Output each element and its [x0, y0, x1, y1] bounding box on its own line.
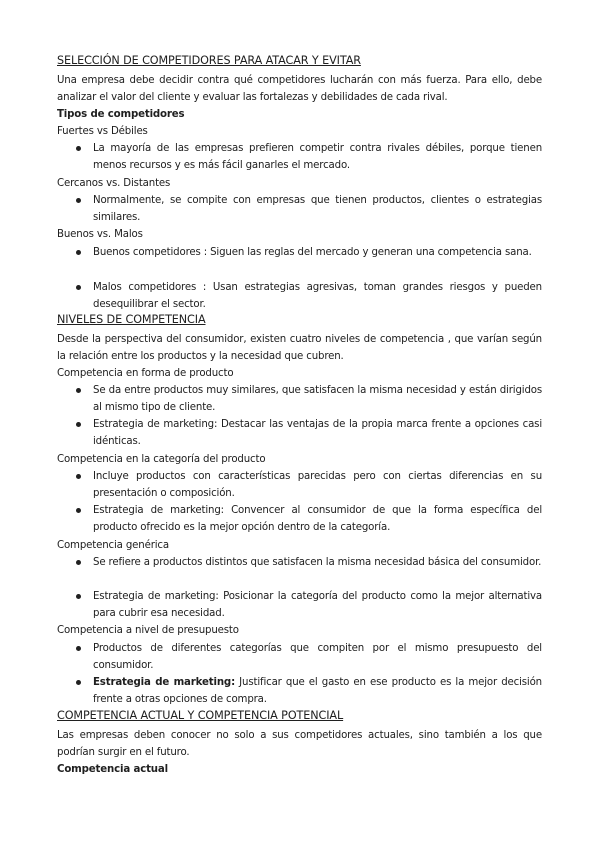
list-item [76, 588, 542, 622]
section-title-seleccion: SELECCIÓN DE COMPETIDORES PARA ATACAR Y EVITAR [57, 54, 361, 67]
level-label-generica: Competencia genérica [57, 540, 169, 551]
list-item-text [93, 674, 542, 708]
lead-rest: Justificar que el gasto en ese producto es la mejor decisión frente a otras opciones de compra. [93, 677, 542, 705]
list-item-text: Buenos competidores : Siguen las reglas del mercado y generan una competencia sana. [93, 247, 532, 258]
list-item-text: Se refiere a productos distintos que satisfacen la misma necesidad básica del consumidor. [93, 557, 542, 568]
level-label-categoria: Competencia en la categoría del producto [57, 454, 266, 465]
section-title-actual-potencial: COMPETENCIA ACTUAL Y COMPETENCIA POTENCIAL [57, 709, 344, 722]
bullet-icon [76, 146, 81, 151]
list-item [76, 640, 542, 674]
section-intro-seleccion: Una empresa debe decidir contra qué competidores lucharán con más fuerza. Para ello, debe analizar el valor del cliente y evaluar las fortalezas y debilidades de cada rival. [57, 75, 542, 103]
bullet-icon [76, 388, 81, 393]
group-label-buenos-malos: Buenos vs. Malos [57, 229, 143, 240]
bullet-icon [76, 508, 81, 513]
level-label-forma-producto: Competencia en forma de producto [57, 368, 234, 379]
bullet-icon [76, 594, 81, 599]
list-item-text: Incluye productos con características parecidas pero con ciertas diferencias en su presentación o composición. [93, 471, 542, 499]
list-item [76, 416, 542, 450]
list-item-text: Productos de diferentes categorías que compiten por el mismo presupuesto del consumidor. [93, 643, 542, 671]
list-item [76, 279, 542, 313]
section-intro-niveles: Desde la perspectiva del consumidor, existen cuatro niveles de competencia , que varían según la relación entre los productos y la necesidad que cubren. [57, 334, 542, 362]
section-intro-actual-potencial: Las empresas deben conocer no solo a sus competidores actuales, sino también a los que podrían surgir en el futuro. [57, 730, 542, 758]
group-label-cercanos-distantes: Cercanos vs. Distantes [57, 178, 171, 189]
list-item [76, 244, 542, 261]
list-item [76, 192, 542, 226]
list-item-text: Estrategia de marketing: Posicionar la categoría del producto como la mejor alternativa para cubrir esa necesidad. [93, 591, 542, 619]
list-item-text: Se da entre productos muy similares, que satisfacen la misma necesidad y están dirigidos al mismo tipo de cliente. [93, 385, 542, 413]
section-title-niveles: NIVELES DE COMPETENCIA [57, 313, 206, 326]
subtitle-tipos-competidores: Tipos de competidores [57, 109, 185, 120]
list-item [76, 674, 542, 708]
list-item-text: Malos competidores : Usan estrategias agresivas, toman grandes riesgos y pueden desequilibrar el sector. [93, 282, 542, 310]
list-item [76, 502, 542, 536]
bold-lead: Estrategia de marketing: [93, 677, 235, 688]
list-item-text: Estrategia de marketing: Destacar las ventajas de la propia marca frente a opciones casi idénticas. [93, 419, 542, 447]
list-item-text: Normalmente, se compite con empresas que tienen productos, clientes o estrategias similares. [93, 195, 542, 223]
bullet-icon [76, 680, 81, 685]
subtitle-competencia-actual: Competencia actual [57, 764, 168, 775]
level-label-presupuesto: Competencia a nivel de presupuesto [57, 625, 239, 636]
list-item-text: Estrategia de marketing: Convencer al consumidor de que la forma específica del producto ofrecido es la mejor opción dentro de la categoría. [93, 505, 542, 533]
bullet-icon [76, 198, 81, 203]
bullet-icon [76, 285, 81, 290]
bullet-icon [76, 474, 81, 479]
list-item [76, 554, 542, 571]
bullet-icon [76, 560, 81, 565]
group-label-fuertes-debiles: Fuertes vs Débiles [57, 126, 148, 137]
bullet-icon [76, 422, 81, 427]
bullet-icon [76, 250, 81, 255]
list-item [76, 382, 542, 416]
list-item [76, 140, 542, 174]
list-item [76, 468, 542, 502]
list-item-text: La mayoría de las empresas prefieren competir contra rivales débiles, porque tienen menos recursos y es más fácil ganarles el mercado. [93, 143, 542, 171]
bullet-icon [76, 646, 81, 651]
